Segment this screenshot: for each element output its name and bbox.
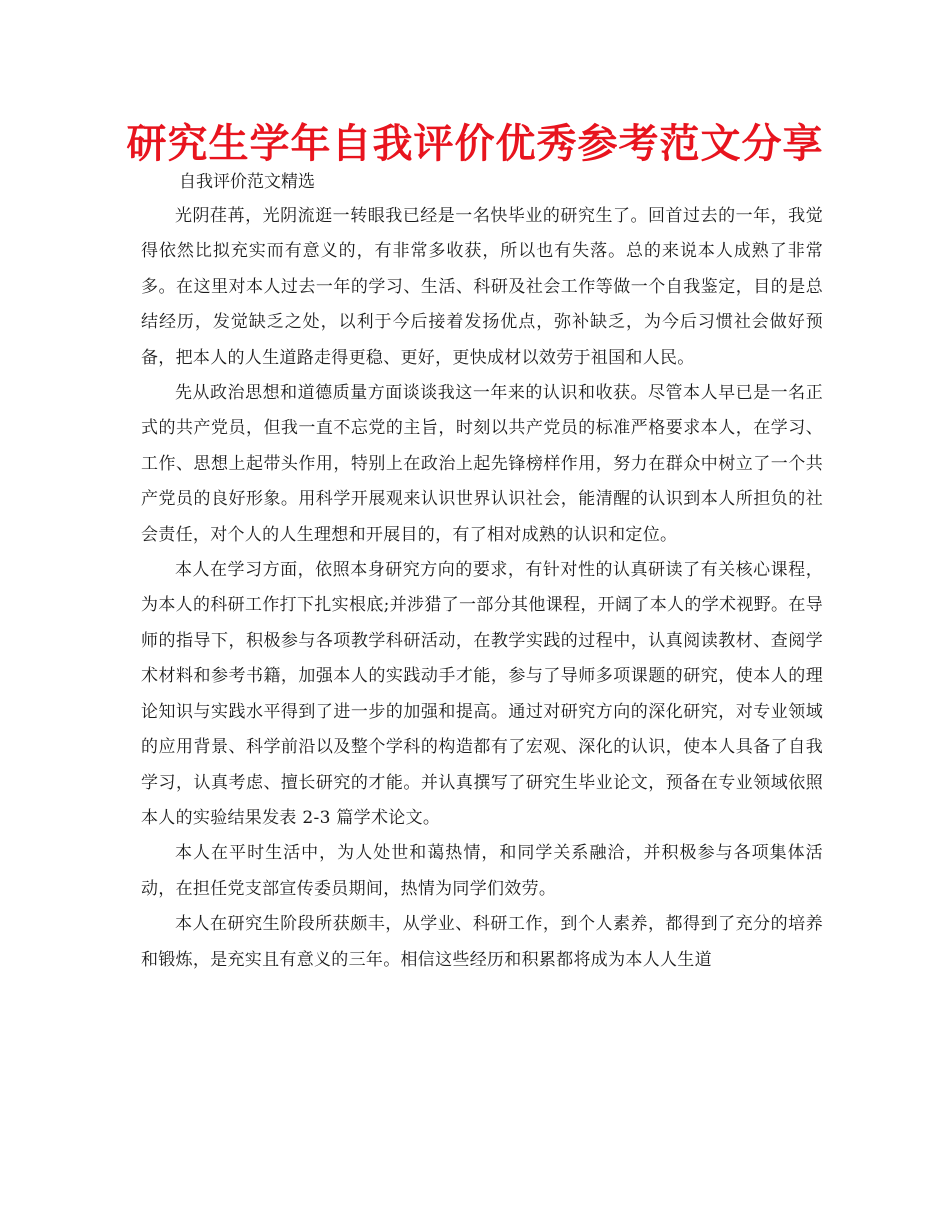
document-title: 研究生学年自我评价优秀参考范文分享: [126, 121, 824, 167]
paragraph-reflection-intro: 光阴荏苒，光阴流逛一转眼我已经是一名快毕业的研究生了。回首过去的一年，我觉得依然比拟充实而有意义的，有非常多收获，所以也有失落。总的来说本人成熟了非常多。在这里对本人过去一年的学习、生活、科研及社会工作等做一个自我鉴定，目的是总结经历，发觉缺乏之处，以利于今后接着发扬优点，弥补缺乏，为今后习惯社会做好预备，把本人的人生道路走得更稳、更好，更快成材以效劳于祖国和人民。: [141, 206, 823, 368]
document-subtitle: 自我评价范文精选: [179, 172, 315, 192]
document-body: [141, 199, 823, 978]
paragraph-political-thought: 先从政治思想和道德质量方面谈谈我这一年来的认识和收获。尽管本人早已是一名正式的共产党员，但我一直不忘党的主旨，时刻以共产党员的标准严格要求本人，在学习、工作、思想上起带头作用，特别上在政治上起先锋榜样作用，努力在群众中树立了一个共产党员的良好形象。用科学开展观来认识世界认识社会，能清醒的认识到本人所担负的社会责任，对个人的人生理想和开展目的，有了相对成熟的认识和定位。: [141, 383, 823, 545]
paragraph-summary: 本人在研究生阶段所获颇丰，从学业、科研工作，到个人素养，都得到了充分的培养和锻炼，是充实且有意义的三年。相信这些经历和积累都将成为本人人生道: [141, 914, 823, 970]
paragraph-study: 本人在学习方面，依照本身研究方向的要求，有针对性的认真研读了有关核心课程，为本人的科研工作打下扎实根底;并涉猎了一部分其他课程，开阔了本人的学术视野。在导师的指导下，积极参与各项教学科研活动，在教学实践的过程中，认真阅读教材、查阅学术材料和参考书籍，加强本人的实践动手才能，参与了导师多项课题的研究，使本人的理论知识与实践水平得到了进一步的加强和提高。通过对研究方向的深化研究，对专业领域的应用背景、科学前沿以及整个学科的构造都有了宏观、深化的认识，使本人具备了自我学习，认真考虑、擅长研究的才能。并认真撰写了研究生毕业论文，预备在专业领域依照本人的实验结果发表 2-3 篇学术论文。: [141, 560, 823, 828]
paragraph-daily-life: 本人在平时生活中，为人处世和蔼热情，和同学关系融洽，并积极参与各项集体活动，在担任党支部宣传委员期间，热情为同学们效劳。: [141, 843, 823, 899]
